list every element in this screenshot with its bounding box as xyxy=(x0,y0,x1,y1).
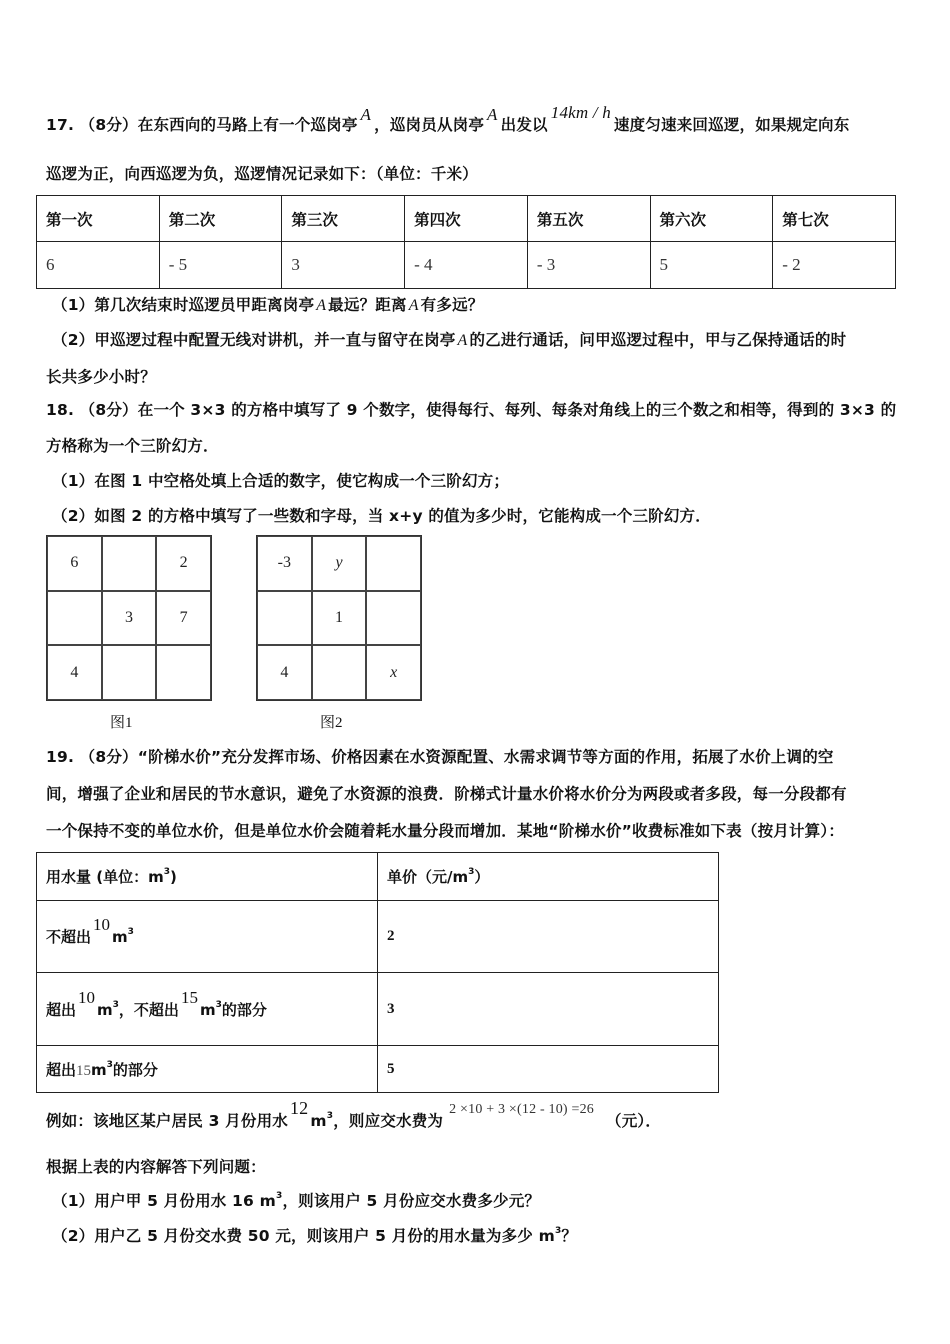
square-cell-y: y xyxy=(312,536,367,591)
square-cell: 3 xyxy=(102,591,157,646)
header-usage xyxy=(37,853,378,901)
magic-square-figure2 xyxy=(256,535,422,701)
value-cell: 6 xyxy=(37,242,160,289)
figure2-caption: 图2 xyxy=(320,715,343,731)
superscript: 3 xyxy=(215,999,222,1010)
square-cell: 4 xyxy=(47,645,102,700)
example-unit: m xyxy=(310,1112,327,1131)
price-tier-3: 5 xyxy=(378,1046,719,1093)
q18-sub1: （1）在图 1 中空格处填上合适的数字，使它构成一个三阶幻方； xyxy=(52,472,510,490)
header-price-text: 单价（元/m xyxy=(387,868,469,886)
table-header-row xyxy=(37,196,896,242)
q17-sub1 xyxy=(52,295,483,316)
table-row xyxy=(37,1046,719,1093)
magic-square-figure1 xyxy=(46,535,212,701)
q19-sub1 xyxy=(52,1188,540,1211)
q18-sub2: （2）如图 2 的方格中填写了一些数和字母，当 x+y 的值为多少时，它能构成一个三阶幻方． xyxy=(52,507,711,525)
speed-value: 14km / h xyxy=(550,103,611,122)
q17-sub1-text: 有多远？ xyxy=(420,296,484,314)
example-text: ，则应交水费为 xyxy=(333,1112,444,1131)
q19-sub2-text: （2）用户乙 5 月份交水费 50 元，则该用户 5 月份的用水量为多少 m xyxy=(52,1227,555,1246)
q19-sub1-text: ，则该用户 5 月份应交水费多少元？ xyxy=(282,1192,541,1211)
q17-sub2-line1 xyxy=(52,330,846,351)
header-cell: 第三次 xyxy=(282,196,405,242)
value-cell: - 5 xyxy=(159,242,282,289)
square-cell: -3 xyxy=(257,536,312,591)
header-cell: 第六次 xyxy=(650,196,773,242)
usage-tier-3 xyxy=(37,1046,378,1093)
superscript: 3 xyxy=(163,867,170,877)
square-cell: 7 xyxy=(156,591,211,646)
header-cell: 第七次 xyxy=(773,196,896,242)
q17-text: ，巡岗员从岗亭 xyxy=(374,116,485,134)
square-cell xyxy=(257,591,312,646)
tier-number: 10 xyxy=(78,987,96,1007)
var-a: A xyxy=(316,297,327,314)
square-cell xyxy=(366,536,421,591)
example-formula: 2 ×10 + 3 ×(12 - 10) =26 xyxy=(449,1102,594,1118)
example-text: ）． xyxy=(637,1112,662,1131)
q17-sub2-line2: 长共多少小时？ xyxy=(46,368,156,386)
square-cell xyxy=(312,645,367,700)
superscript: 3 xyxy=(554,1226,562,1236)
superscript: 3 xyxy=(468,867,475,877)
tier-text: 的部分 xyxy=(112,1060,158,1079)
q19-prompt: 根据上表的内容解答下列问题： xyxy=(46,1158,266,1176)
q19-stem-line3: 一个保持不变的单位水价，但是单位水价会随着耗水量分段而增加．某地“阶梯水价”收费标准如下表（按月计算）： xyxy=(46,822,845,840)
q19-stem-line1: 19. （8分）“阶梯水价”充分发挥市场、价格因素在水资源配置、水需求调节等方面的作用，拓展了水价上调的空 xyxy=(46,748,834,766)
figure1-caption: 图1 xyxy=(110,715,133,731)
square-cell-x: x xyxy=(366,645,421,700)
q17-text: 速度匀速来回巡逻，如果规定向东 xyxy=(613,116,850,134)
tier-text: 的部分 xyxy=(221,1000,267,1019)
tier-number: 15 xyxy=(76,1062,92,1079)
q17-text: 出发以 xyxy=(500,116,548,134)
q17-stem-line2: 巡逻为正，向西巡逻为负，巡逻情况记录如下：（单位：千米） xyxy=(46,165,478,183)
square-cell: 6 xyxy=(47,536,102,591)
superscript: 3 xyxy=(326,1111,334,1121)
example-text: （元 xyxy=(606,1112,638,1131)
example-text: 例如：该地区某户居民 3 月份用水 xyxy=(46,1112,288,1131)
var-a: A xyxy=(360,105,372,124)
value-cell: 3 xyxy=(282,242,405,289)
tier-number: 10 xyxy=(93,915,111,934)
var-a: A xyxy=(457,332,468,349)
superscript: 3 xyxy=(127,927,134,937)
water-price-table xyxy=(36,852,719,1093)
price-tier-1: 2 xyxy=(378,901,719,973)
superscript: 3 xyxy=(275,1191,283,1201)
var-a: A xyxy=(408,297,419,314)
table-row xyxy=(37,901,719,973)
square-cell: 1 xyxy=(312,591,367,646)
tier-text: 不超出 xyxy=(46,928,92,946)
tier-unit: m xyxy=(97,1000,113,1019)
q17-sub2-text: （2）甲巡逻过程中配置无线对讲机，并一直与留守在岗亭 xyxy=(52,331,456,349)
square-cell xyxy=(47,591,102,646)
header-price xyxy=(378,853,719,901)
q17-sub1-text: 最远？距离 xyxy=(328,296,407,314)
square-cell xyxy=(102,536,157,591)
usage-tier-2 xyxy=(37,973,378,1046)
patrol-record-table xyxy=(36,195,896,289)
q19-example xyxy=(46,1098,662,1133)
value-cell: - 4 xyxy=(405,242,528,289)
price-tier-2: 3 xyxy=(378,973,719,1046)
square-cell: 4 xyxy=(257,645,312,700)
square-cell xyxy=(366,591,421,646)
table-row xyxy=(37,973,719,1046)
header-usage-text: ) xyxy=(169,868,177,886)
usage-tier-1 xyxy=(37,901,378,973)
header-price-text: ） xyxy=(474,868,490,886)
value-cell: - 2 xyxy=(773,242,896,289)
header-cell: 第五次 xyxy=(527,196,650,242)
tier-unit: m xyxy=(91,1060,107,1079)
square-cell xyxy=(102,645,157,700)
q17-stem-line1 xyxy=(46,103,850,135)
table-header-row xyxy=(37,853,719,901)
tier-text: 超出 xyxy=(46,1060,77,1079)
var-a: A xyxy=(487,105,498,124)
example-number: 12 xyxy=(289,1098,309,1119)
table-row xyxy=(37,242,896,289)
tier-number: 15 xyxy=(180,987,198,1007)
square-cell xyxy=(156,645,211,700)
superscript: 3 xyxy=(112,999,119,1010)
q19-sub2 xyxy=(52,1223,577,1246)
q19-stem-line2: 间，增强了企业和居民的节水意识，避免了水资源的浪费．阶梯式计量水价将水价分为两段或者多段，每一分段都有 xyxy=(46,785,847,803)
q19-sub1-text: （1）用户甲 5 月份用水 16 m xyxy=(52,1192,276,1211)
q17-sub2-text: 的乙进行通话，问甲巡逻过程中，甲与乙保持通话的时 xyxy=(469,331,847,349)
tier-unit: m xyxy=(112,928,128,946)
tier-text: 超出 xyxy=(46,1000,77,1019)
q18-stem-line2: 方格称为一个三阶幻方． xyxy=(46,437,219,455)
q19-sub2-text: ？ xyxy=(561,1227,578,1246)
header-usage-text: 用水量 (单位：m xyxy=(46,868,164,886)
tier-text: ，不超出 xyxy=(118,1000,179,1019)
superscript: 3 xyxy=(106,1059,113,1070)
value-cell: 5 xyxy=(650,242,773,289)
value-cell: - 3 xyxy=(527,242,650,289)
header-cell: 第一次 xyxy=(37,196,160,242)
q18-stem-line1: 18. （8分）在一个 3×3 的方格中填写了 9 个数字，使得每行、每列、每条对角线上的三个数之和相等，得到的 3×3 的 xyxy=(46,401,897,419)
q17-text: 17. （8分）在东西向的马路上有一个巡岗亭 xyxy=(46,116,358,134)
tier-unit: m xyxy=(199,1000,216,1019)
q17-sub1-text: （1）第几次结束时巡逻员甲距离岗亭 xyxy=(52,296,315,314)
square-cell: 2 xyxy=(156,536,211,591)
header-cell: 第四次 xyxy=(405,196,528,242)
header-cell: 第二次 xyxy=(159,196,282,242)
